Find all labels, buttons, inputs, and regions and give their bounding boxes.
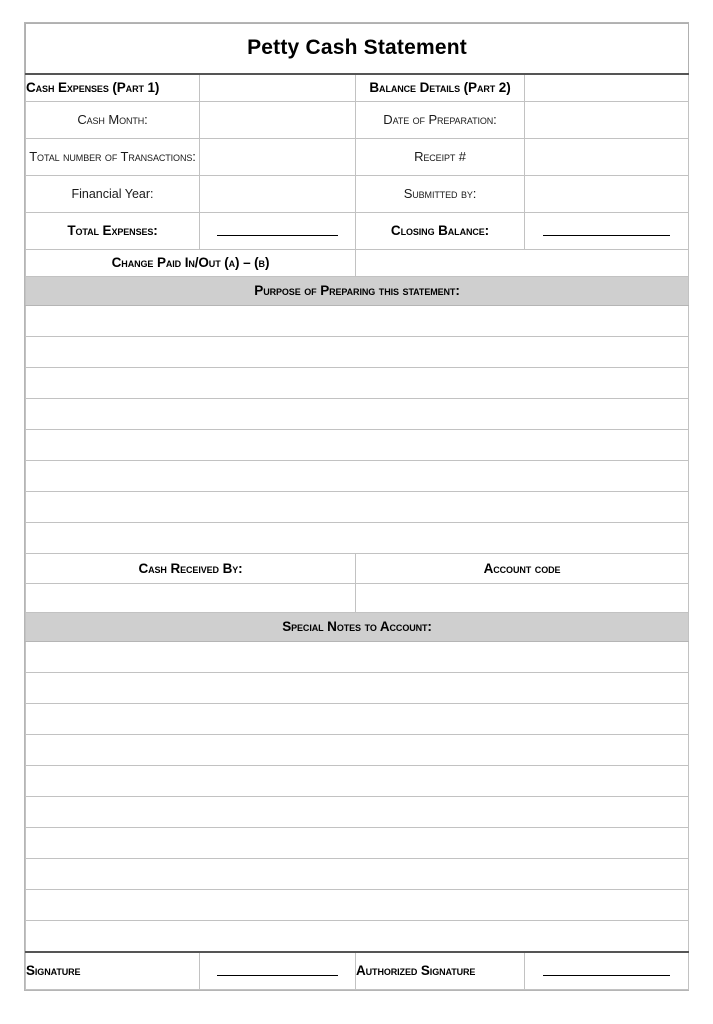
page-title: Petty Cash Statement — [247, 36, 467, 60]
financial-year-value-cell[interactable] — [200, 176, 356, 213]
part1-header-label: Cash Expenses (Part 1) — [26, 79, 160, 95]
total-transactions-value-cell[interactable] — [200, 139, 356, 176]
authorized-signature-underline[interactable] — [543, 965, 670, 976]
change-paid-value-cell[interactable] — [356, 250, 689, 277]
cash-month-label: Cash Month: — [77, 112, 148, 127]
authorized-signature-label: Authorized Signature — [356, 962, 476, 978]
purpose-line-row — [26, 399, 689, 430]
purpose-line-row — [26, 492, 689, 523]
petty-cash-form-table — [25, 23, 689, 990]
purpose-line-row — [26, 337, 689, 368]
purpose-line-cell[interactable] — [26, 368, 689, 399]
authorized-signature-label-cell — [356, 952, 525, 990]
account-code-heading-cell — [356, 554, 689, 584]
total-expenses-label: Total Expenses: — [67, 223, 158, 238]
closing-balance-underline[interactable] — [543, 225, 670, 236]
special-notes-line-row — [26, 797, 689, 828]
special-notes-heading-label: Special Notes to Account: — [282, 619, 432, 634]
part-headers-row — [26, 74, 689, 102]
special-notes-line-cell[interactable] — [26, 704, 689, 735]
signature-value-cell[interactable] — [200, 952, 356, 990]
total-expenses-value-cell[interactable] — [200, 213, 356, 250]
signature-label: Signature — [26, 962, 81, 978]
change-paid-label: Change Paid In/Out (a) – (b) — [111, 255, 270, 270]
form-sheet — [24, 22, 689, 991]
part2-header-blank-cell — [525, 74, 689, 102]
authorized-signature-value-cell[interactable] — [525, 952, 689, 990]
cash-received-by-label: Cash Received By: — [138, 560, 243, 576]
row-signatures — [26, 952, 689, 990]
submitted-by-label: Submitted by: — [403, 186, 477, 201]
purpose-line-cell[interactable] — [26, 461, 689, 492]
purpose-line-cell[interactable] — [26, 306, 689, 337]
purpose-line-row — [26, 461, 689, 492]
row-cash-received-headings — [26, 554, 689, 584]
row-financial-year — [26, 176, 689, 213]
special-notes-line-cell[interactable] — [26, 673, 689, 704]
purpose-line-row — [26, 430, 689, 461]
cash-month-value-cell[interactable] — [200, 102, 356, 139]
special-notes-line-row — [26, 890, 689, 921]
purpose-line-cell[interactable] — [26, 430, 689, 461]
special-notes-line-cell[interactable] — [26, 766, 689, 797]
special-notes-line-row — [26, 735, 689, 766]
total-expenses-underline[interactable] — [217, 225, 338, 236]
row-purpose-heading — [26, 277, 689, 306]
special-notes-line-cell[interactable] — [26, 828, 689, 859]
receipt-number-value-cell[interactable] — [525, 139, 689, 176]
date-of-preparation-value-cell[interactable] — [525, 102, 689, 139]
special-notes-line-cell[interactable] — [26, 642, 689, 673]
closing-balance-label: Closing Balance: — [390, 223, 490, 238]
purpose-line-cell[interactable] — [26, 523, 689, 554]
special-notes-line-cell[interactable] — [26, 735, 689, 766]
special-notes-line-row — [26, 921, 689, 952]
receipt-number-label-cell — [356, 139, 525, 176]
account-code-value-cell[interactable] — [356, 584, 689, 613]
special-notes-line-cell[interactable] — [26, 797, 689, 828]
special-notes-line-cell[interactable] — [26, 921, 689, 952]
date-of-preparation-label-cell — [356, 102, 525, 139]
purpose-line-row — [26, 368, 689, 399]
closing-balance-input-wrap — [525, 222, 688, 240]
row-special-notes-heading — [26, 613, 689, 642]
purpose-line-cell[interactable] — [26, 337, 689, 368]
cash-month-label-cell — [26, 102, 200, 139]
cash-received-by-heading-cell — [26, 554, 356, 584]
cash-received-by-value-cell[interactable] — [26, 584, 356, 613]
special-notes-line-row — [26, 673, 689, 704]
part1-header-cell — [26, 74, 200, 102]
row-cash-received-values — [26, 584, 689, 613]
row-cash-month — [26, 102, 689, 139]
special-notes-line-row — [26, 704, 689, 735]
submitted-by-value-cell[interactable] — [525, 176, 689, 213]
document-title-cell — [26, 24, 689, 74]
receipt-number-label: Receipt # — [414, 149, 466, 164]
total-transactions-label-cell — [26, 139, 200, 176]
special-notes-line-row — [26, 766, 689, 797]
part2-header-cell — [356, 74, 525, 102]
total-expenses-label-cell — [26, 213, 200, 250]
signature-underline[interactable] — [217, 965, 338, 976]
special-notes-line-row — [26, 642, 689, 673]
purpose-line-cell[interactable] — [26, 492, 689, 523]
closing-balance-value-cell[interactable] — [525, 213, 689, 250]
purpose-line-row — [26, 523, 689, 554]
closing-balance-label-cell — [356, 213, 525, 250]
date-of-preparation-label: Date of Preparation: — [383, 112, 497, 127]
special-notes-heading-cell — [26, 613, 689, 642]
financial-year-label-cell — [26, 176, 200, 213]
part1-header-blank-cell — [200, 74, 356, 102]
account-code-label: Account code — [483, 560, 561, 576]
special-notes-line-row — [26, 859, 689, 890]
special-notes-line-cell[interactable] — [26, 859, 689, 890]
special-notes-line-row — [26, 828, 689, 859]
row-totals — [26, 213, 689, 250]
purpose-line-row — [26, 306, 689, 337]
signature-input-wrap — [200, 962, 355, 980]
row-change-paid — [26, 250, 689, 277]
financial-year-label: Financial Year: — [71, 187, 154, 201]
title-row — [26, 24, 689, 74]
authorized-signature-input-wrap — [525, 962, 688, 980]
change-paid-label-cell — [26, 250, 356, 277]
submitted-by-label-cell — [356, 176, 525, 213]
total-transactions-label: Total number of Transactions: — [29, 149, 196, 164]
row-transactions — [26, 139, 689, 176]
special-notes-line-cell[interactable] — [26, 890, 689, 921]
total-expenses-input-wrap — [200, 222, 355, 240]
purpose-line-cell[interactable] — [26, 399, 689, 430]
signature-label-cell — [26, 952, 200, 990]
purpose-heading-label: Purpose of Preparing this statement: — [254, 283, 460, 298]
purpose-heading-cell — [26, 277, 689, 306]
part2-header-label: Balance Details (Part 2) — [369, 79, 511, 95]
